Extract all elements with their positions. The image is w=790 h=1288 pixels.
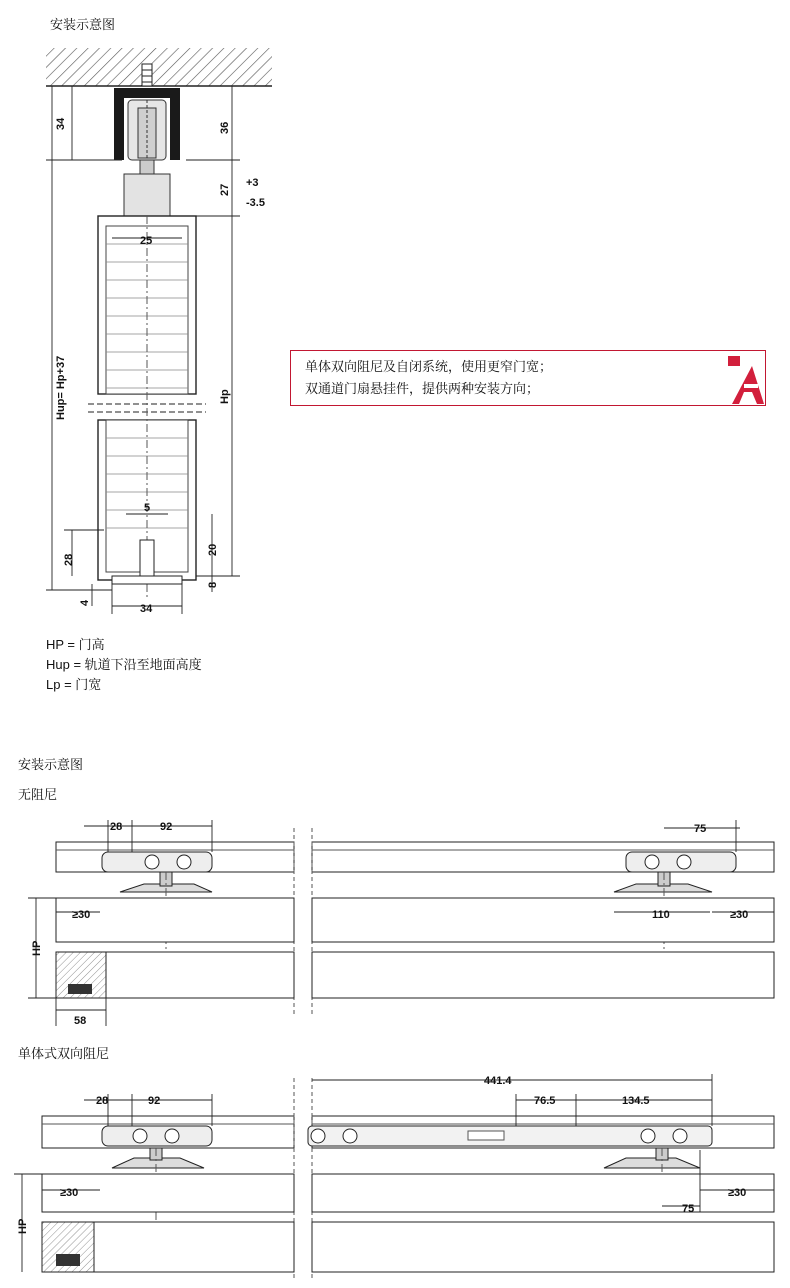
dim-58: 58: [74, 1015, 87, 1027]
dim-110: 110: [652, 909, 670, 921]
dim-hp: HP: [31, 940, 43, 956]
legend-hp: HP = 门高: [46, 637, 105, 652]
section1-title: 安装示意图: [50, 17, 116, 32]
dim-134.5: 134.5: [622, 1095, 650, 1107]
dim-5: 5: [144, 502, 151, 514]
floor-guide-pin: [140, 540, 154, 576]
dim-hup: Hup= Hp+37: [55, 355, 67, 420]
hanger-block: [124, 174, 170, 216]
section2-subtitle: 无阻尼: [18, 787, 58, 802]
ceiling-hatch: [46, 48, 272, 86]
dim-8: 8: [207, 581, 219, 588]
dim-20: 20: [207, 543, 219, 556]
dim-92: 92: [160, 821, 173, 833]
door-top-right: [312, 898, 774, 942]
door-top-left: [42, 1174, 294, 1212]
dim-28: 28: [96, 1095, 109, 1107]
hanger-right: [604, 1158, 700, 1168]
dim-ge30-right: ≥30: [728, 1187, 747, 1199]
no-damper-drawing: [28, 820, 774, 1027]
dim-75: 75: [682, 1203, 695, 1215]
single-damper-drawing: [14, 1074, 774, 1280]
dim-4: 4: [79, 599, 91, 606]
dim-27: 27: [219, 183, 231, 196]
dim-76.5: 76.5: [534, 1095, 556, 1107]
door-top-right: [312, 1174, 774, 1212]
floor-guide-plate: [112, 576, 182, 584]
dim-75: 75: [694, 823, 707, 835]
dim-92: 92: [148, 1095, 161, 1107]
dim-hp: Hp: [219, 389, 231, 404]
door-bottom-right: [312, 1222, 774, 1272]
door-top-left: [56, 898, 294, 942]
mount-screw: [142, 64, 152, 86]
dim-36: 36: [219, 121, 231, 134]
dim-ge30-left: ≥30: [72, 909, 91, 921]
dim-ge30-left: ≥30: [60, 1187, 79, 1199]
legend-hup: Hup = 轨道下沿至地面高度: [46, 657, 202, 672]
dim-28: 28: [110, 821, 123, 833]
brand-plate: [468, 1131, 504, 1140]
brand-logo: [728, 356, 764, 404]
dim-hp: HP: [17, 1218, 29, 1234]
hanger-stem: [140, 160, 154, 174]
feature-note-line1: 单体双向阻尼及自闭系统，使用更窄门宽；: [305, 359, 553, 374]
cross-section-drawing: [46, 48, 272, 615]
dim-34-left: 34: [55, 117, 67, 130]
legend-lp: Lp = 门宽: [46, 677, 102, 692]
section3-subtitle: 单体式双向阻尼: [18, 1046, 110, 1061]
dim-28: 28: [63, 553, 75, 566]
dim-plus3: +3: [246, 177, 259, 189]
dim-34-bottom: 34: [140, 603, 153, 615]
section2-title: 安装示意图: [18, 757, 84, 772]
dim-25: 25: [140, 235, 153, 247]
dim-ge30-right: ≥30: [730, 909, 749, 921]
door-bottom-right: [312, 952, 774, 998]
dim-minus3.5: -3.5: [246, 197, 265, 209]
carriage-left: [102, 1126, 212, 1146]
dim-441: 441.4: [484, 1075, 512, 1087]
feature-note-line2: 双通道门扇悬挂件，提供两种安装方向；: [305, 381, 540, 396]
